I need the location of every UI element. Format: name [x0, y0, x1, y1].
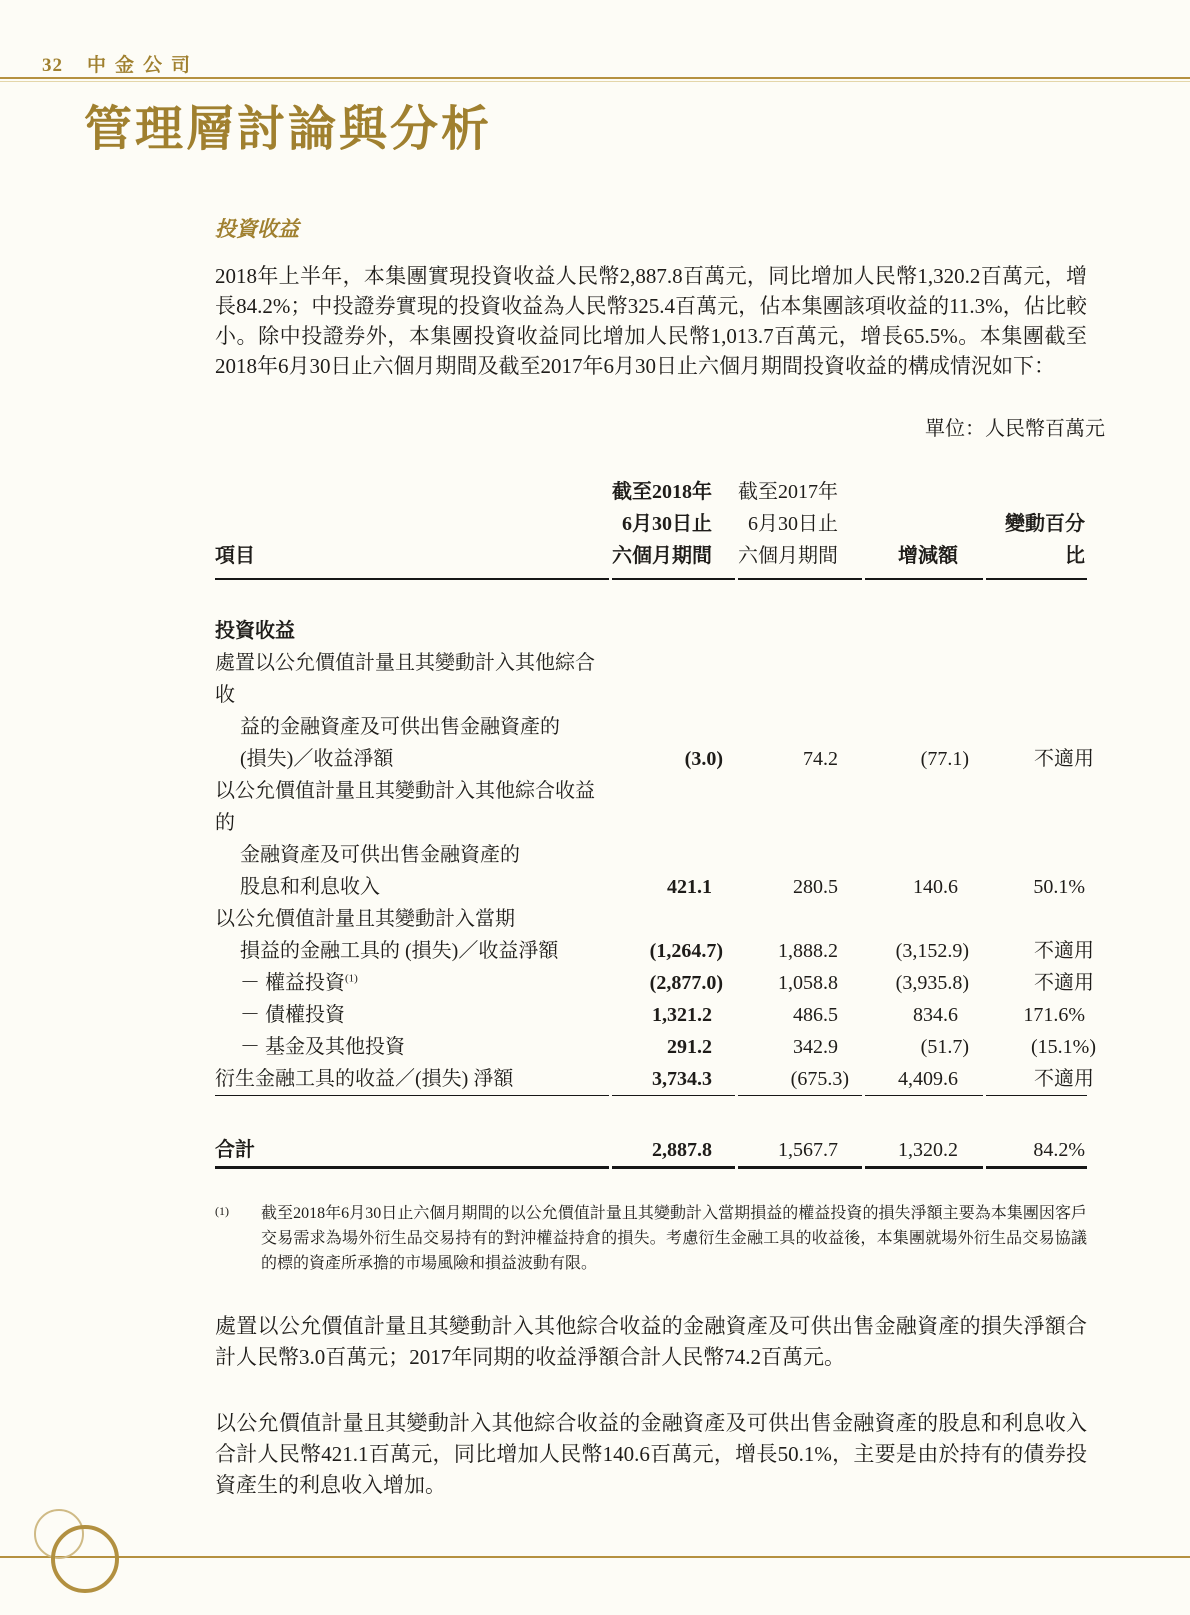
table-row	[215, 1134, 1087, 1166]
cell-value: 1,058.8	[778, 972, 838, 994]
cell-value: 不適用	[1034, 748, 1094, 770]
cell-value: (77.1)	[920, 748, 969, 770]
unit-note: 單位：人民幣百萬元	[925, 418, 1105, 440]
footnote-marker: (1)	[215, 1204, 229, 1218]
cell-value: 421.1	[667, 876, 712, 898]
row-label: 益的金融資產及可供出售金融資產的	[240, 716, 560, 738]
cell-value: 3,734.3	[652, 1068, 712, 1090]
cell-value: 2,887.8	[652, 1139, 712, 1161]
row-label: 以公允價值計量且其變動計入其他綜合收益的	[215, 780, 595, 834]
column-header-2018: 截至2018年 6月30日止 六個月期間	[612, 476, 735, 580]
paragraph-dividend: 以公允價值計量且其變動計入其他綜合收益的金融資產及可供出售金融資產的股息和利息收入合計人民幣421.1百萬元，同比增加人民幣140.6百萬元，增長50.1%，主要是由於持有的債券投資產生的利息收入增加。	[215, 1411, 1087, 1497]
column-header-pct: 變動百分比	[986, 508, 1087, 580]
cell-value: 不適用	[1034, 972, 1094, 994]
cell-value: 140.6	[913, 876, 958, 898]
cell-value: (51.7)	[920, 1036, 969, 1058]
cell-value: 50.1%	[1033, 876, 1085, 898]
cell-value: 不適用	[1034, 940, 1094, 962]
table-body	[215, 615, 1096, 1169]
row-label: (損失)／收益淨額	[240, 748, 394, 770]
page-number: 32	[42, 55, 63, 76]
row-label: 金融資產及可供出售金融資產的	[240, 844, 520, 866]
footnote	[215, 1201, 1087, 1276]
table-row	[215, 1063, 1094, 1095]
table-row	[215, 903, 1094, 967]
decorative-circle-large	[51, 1525, 119, 1593]
investment-income-table	[215, 444, 1096, 1169]
cell-value: (3.0)	[684, 748, 723, 770]
cell-value: 171.6%	[1023, 1004, 1085, 1026]
table-header-row	[215, 476, 1087, 580]
table-row	[215, 615, 1087, 647]
row-label: 處置以公允價值計量且其變動計入其他綜合收	[215, 652, 595, 706]
content-column	[215, 0, 1105, 1501]
table-row	[215, 1031, 1096, 1063]
row-label: 合計	[215, 1139, 255, 1161]
footnote-ref: (1)	[345, 972, 358, 985]
paragraph-intro: 2018年上半年，本集團實現投資收益人民幣2,887.8百萬元，同比增加人民幣1,320.2百萬元，增長84.2%；中投證券實現的投資收益為人民幣325.4百萬元，佔本集團該項收益的11.3%，佔比較小。除中投證券外，本集團投資收益同比增加人民幣1,013.7百萬元，增長65.5%。本集團截至2018年6月30日止六個月期間及截至2017年6月30日止六個月期間投資收益的構成情況如下：	[215, 264, 1087, 378]
table-row	[215, 967, 1094, 999]
cell-value: (15.1%)	[1031, 1036, 1096, 1058]
row-label: 衍生金融工具的收益／(損失) 淨額	[215, 1068, 514, 1090]
row-label: 投資收益	[215, 620, 295, 642]
cell-value: (675.3)	[790, 1068, 849, 1090]
row-label: 以公允價值計量且其變動計入當期	[215, 908, 515, 930]
cell-value: 不適用	[1034, 1068, 1094, 1090]
cell-value: 4,409.6	[898, 1068, 958, 1090]
running-head	[42, 50, 199, 77]
table-row	[215, 999, 1087, 1031]
row-label: 損益的金融工具的 (損失)／收益淨額	[240, 940, 559, 962]
company-name: 中金公司	[87, 55, 200, 76]
footnote-text: 截至2018年6月30日止六個月期間的以公允價值計量且其變動計入當期損益的權益投資的損失淨額主要為本集團因客戶交易需求為場外衍生品交易持有的對沖權益持倉的損失。考慮衍生金融工具的收益後，本集團就場外衍生品交易協議的標的資產所承擔的市場風險和損益波動有限。	[261, 1205, 1087, 1272]
cell-value: 834.6	[913, 1004, 958, 1026]
cell-value: (3,935.8)	[895, 972, 969, 994]
row-label: － 權益投資$^{(1)}$	[240, 972, 358, 994]
row-label: － 債權投資	[240, 1004, 345, 1026]
cell-value: 1,567.7	[778, 1139, 838, 1161]
cell-value: 84.2%	[1033, 1139, 1085, 1161]
cell-value: 291.2	[667, 1036, 712, 1058]
row-label: － 基金及其他投資	[240, 1036, 405, 1058]
cell-value: 74.2	[803, 748, 838, 770]
table-rule-thin	[215, 1095, 1087, 1096]
table-rule-thick	[215, 1166, 1087, 1169]
column-header-2017: 截至2017年 6月30日止 六個月期間	[738, 476, 862, 580]
cell-value: 1,321.2	[652, 1004, 712, 1026]
page-title: 管理層討論與分析	[84, 103, 493, 156]
cell-value: 280.5	[793, 876, 838, 898]
cell-value: 342.9	[793, 1036, 838, 1058]
table-row	[215, 647, 1094, 775]
table-row	[215, 775, 1087, 903]
column-header-item: 項目	[215, 540, 609, 580]
cell-value: (3,152.9)	[895, 940, 969, 962]
row-label: 股息和利息收入	[240, 876, 380, 898]
cell-value: 1,320.2	[898, 1139, 958, 1161]
paragraph-disposal: 處置以公允價值計量且其變動計入其他綜合收益的金融資產及可供出售金融資產的損失淨額合計人民幣3.0百萬元；2017年同期的收益淨額合計人民幣74.2百萬元。	[215, 1314, 1087, 1369]
cell-value: 486.5	[793, 1004, 838, 1026]
column-header-change: 增減額	[865, 540, 983, 580]
section-heading: 投資收益	[215, 217, 299, 241]
cell-value: (1,264.7)	[649, 940, 723, 962]
cell-value: 1,888.2	[778, 940, 838, 962]
footer-rule	[0, 1556, 1190, 1558]
cell-value: (2,877.0)	[649, 972, 723, 994]
